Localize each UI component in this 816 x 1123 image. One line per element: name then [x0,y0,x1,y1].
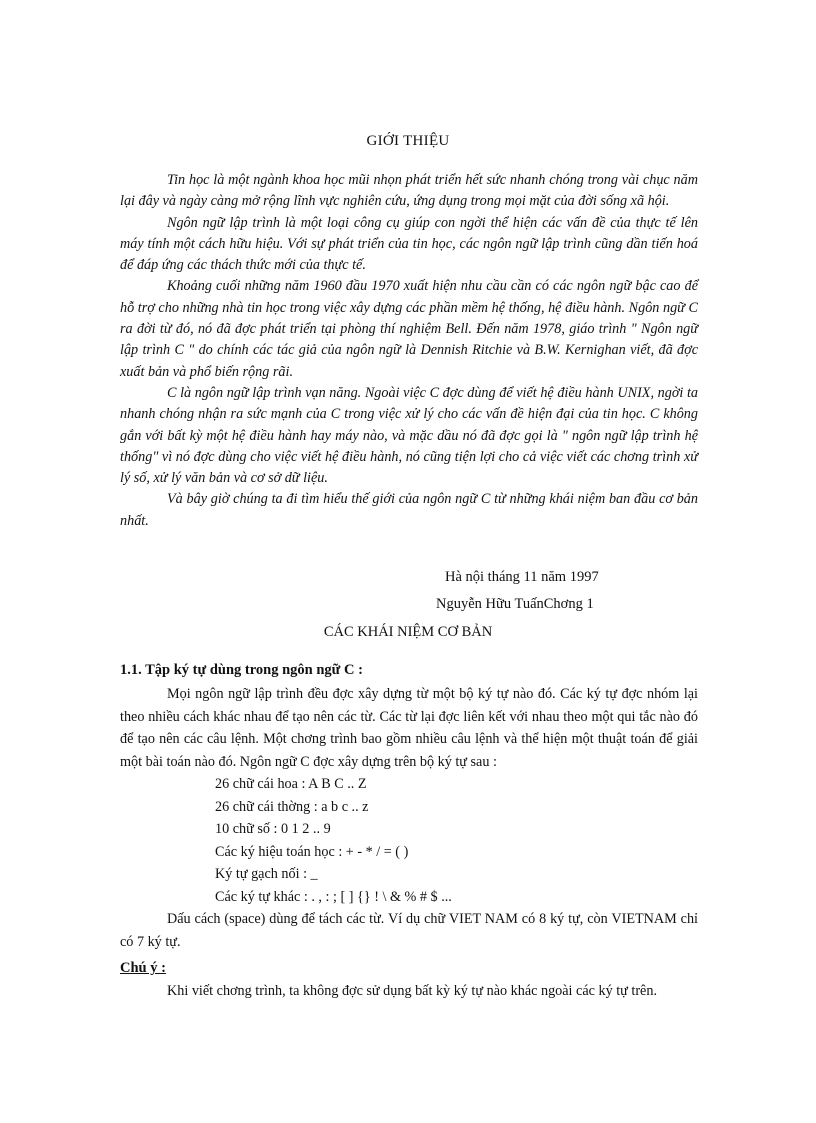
intro-paragraph: Tin học là một ngành khoa học mũi nhọn phát triển hết sức nhanh chóng trong vài chục năm lại đây và ngày càng mở rộng lĩnh vực nghiên cứu, ứng dụng trong mọi mặt của đời sống xã hội. [120,172,698,210]
section-body [120,683,698,953]
signoff-author: Nguyễn Hữu TuấnChơng 1 [436,596,594,612]
charset-item: 26 chữ cái hoa : A B C .. Z [215,776,367,792]
charset-item: Ký tự gạch nối : _ [215,866,318,882]
page-title: GIỚI THIỆU [366,133,450,149]
charset-item: Các ký tự khác : . , : ; [ ] {} ! \ & % # $ ... [215,888,452,905]
signoff-date: Hà nội tháng 11 năm 1997 [445,569,599,585]
intro-paragraph: Và bây giờ chúng ta đi tìm hiểu thế giới của ngôn ngữ C từ những khái niệm ban đầu cơ bản nhất. [120,491,698,529]
intro-paragraph: Khoảng cuối những năm 1960 đầu 1970 xuất hiện nhu cầu cần có các ngôn ngữ bậc cao để hỗ trợ cho những nhà tin học trong việc xây dựng các phần mềm hệ thống, hệ điều hành. Ngôn ngữ C ra đời từ đó, nó đã đợc phát triển tại phòng thí nghiệm Bell. Đến năm 1978, giáo trình " Ngôn ngữ lập trình C " do chính các tác giả của ngôn ngữ là Dennish Ritchie và B.W. Kernighan viết, đã đợc xuất bản và phổ biến rộng rãi. [120,278,698,380]
section-heading: 1.1. Tập ký tự dùng trong ngôn ngữ C : [120,662,363,678]
charset-item: Các ký hiệu toán học : + - * / = ( ) [215,843,409,860]
note-heading: Chú ý : [120,960,166,976]
charset-list [120,773,698,908]
charset-item: 10 chữ số : 0 1 2 .. 9 [215,821,331,837]
body-paragraph: Dấu cách (space) dùng để tách các từ. Ví dụ chữ VIET NAM có 8 ký tự, còn VIETNAM chỉ có 7 ký tự. [120,911,698,950]
charset-item: 26 chữ cái thờng : a b c .. z [215,798,369,815]
intro-paragraph: Ngôn ngữ lập trình là một loại công cụ giúp con ngời thể hiện các vấn đề của thực tế lên máy tính một cách hữu hiệu. Với sự phát triển của tin học, các ngôn ngữ lập trình cũng dần tiến hoá để đáp ứng các thách thức mới của thực tế. [120,214,698,274]
intro-paragraph: C là ngôn ngữ lập trình vạn năng. Ngoài việc C đợc dùng để viết hệ điều hành UNIX, ngời ta nhanh chóng nhận ra sức mạnh của C trong việc xử lý cho các vấn đề hiện đại của tin học. C không gắn với bất kỳ một hệ điều hành hay máy nào, và mặc dầu nó đã đợc gọi là " ngôn ngữ lập trình hệ thống" vì nó đợc dùng cho việc viết hệ điều hành, nó cũng tiện lợi cho cả việc viết các chơng trình xử lý số, xử lý văn bản và cơ sở dữ liệu. [120,384,698,487]
body-paragraph: Mọi ngôn ngữ lập trình đều đợc xây dựng từ một bộ ký tự nào đó. Các ký tự đợc nhóm lại theo nhiều cách khác nhau để tạo nên các từ. Các từ lại đợc liên kết với nhau theo một qui tắc nào đó để tạo nên các câu lệnh. Một chơng trình bao gồm nhiều câu lệnh và thể hiện một thuật toán để giải một bài toán nào đó. Ngôn ngữ C đợc xây dựng trên bộ ký tự sau : [120,686,698,770]
chapter-title: CÁC KHÁI NIỆM CƠ BẢN [323,624,493,640]
intro-section [120,170,698,532]
note-text: Khi viết chơng trình, ta không đợc sử dụng bất kỳ ký tự nào khác ngoài các ký tự trên. [167,983,657,999]
